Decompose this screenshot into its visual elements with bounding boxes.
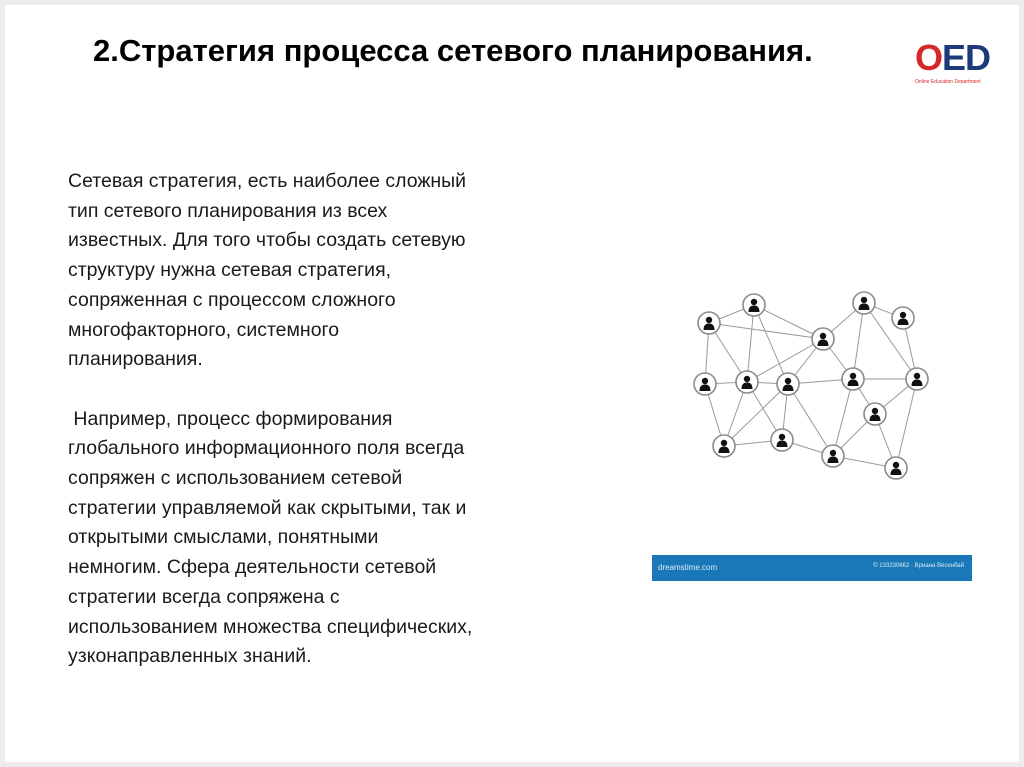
text-line: Сетевая стратегия, есть наиболее сложный — [68, 170, 467, 192]
person-node-icon — [812, 328, 834, 350]
person-node-icon — [694, 373, 716, 395]
paragraph-2 — [68, 405, 578, 672]
text-line: тип сетевого планирования из всех — [68, 199, 388, 222]
person-node-icon — [906, 368, 928, 390]
stock-site-label: dreamstime.com — [658, 563, 718, 572]
body-text — [68, 167, 578, 672]
person-node-icon — [853, 292, 875, 314]
text-line: структуру нужна сетевая стратегия, — [68, 259, 392, 282]
person-node-icon — [777, 373, 799, 395]
person-node-icon — [885, 457, 907, 479]
text-line: открытыми смыслами, понятными — [68, 526, 379, 549]
network-link — [896, 379, 917, 468]
text-line: Например, процесс формирования — [68, 407, 393, 430]
logo-mark-rest: ED — [942, 37, 991, 78]
slide — [5, 5, 1019, 762]
person-node-icon — [713, 435, 735, 457]
person-node-icon — [842, 368, 864, 390]
slide-title: 2.Стратегия процесса сетевого планирования. — [93, 33, 813, 68]
stock-watermark-bar — [652, 555, 972, 581]
paragraph-gap — [68, 375, 578, 405]
text-line: планирования. — [68, 348, 203, 371]
text-line: узконаправленных знаний. — [68, 645, 312, 668]
text-line: стратегии всегда сопряжена с — [68, 585, 340, 608]
text-line: стратегии управляемой как скрытыми, так и — [68, 496, 467, 519]
logo-mark-o: O — [915, 37, 943, 78]
text-line: использованием множества специфических, — [68, 615, 473, 638]
person-node-icon — [822, 445, 844, 467]
stock-id-label: © 133230662 · Bриана Bесенбай — [873, 563, 964, 569]
person-node-icon — [864, 403, 886, 425]
text-line: известных. Для того чтобы создать сетевую — [68, 229, 466, 252]
text-line: сопряженная с процессом сложного — [68, 288, 396, 311]
logo-mark — [915, 39, 990, 77]
text-line: немногим. Сфера деятельности сетевой — [68, 556, 437, 579]
text-line: глобального информационного поля всегда — [68, 437, 465, 460]
person-node-icon — [736, 371, 758, 393]
person-node-icon — [743, 294, 765, 316]
network-link — [833, 379, 853, 456]
network-image — [648, 235, 978, 595]
paragraph-1 — [68, 167, 578, 375]
person-node-icon — [698, 312, 720, 334]
network-link — [754, 305, 788, 384]
logo-subtitle: Online Education Department — [915, 79, 981, 85]
person-node-icon — [771, 429, 793, 451]
person-node-icon — [892, 307, 914, 329]
network-link — [788, 384, 833, 456]
network-people-icon — [648, 235, 978, 555]
text-line: сопряжен с использованием сетевой — [68, 467, 403, 490]
oed-logo — [915, 39, 1007, 89]
text-line: многофакторного, системного — [68, 318, 340, 341]
